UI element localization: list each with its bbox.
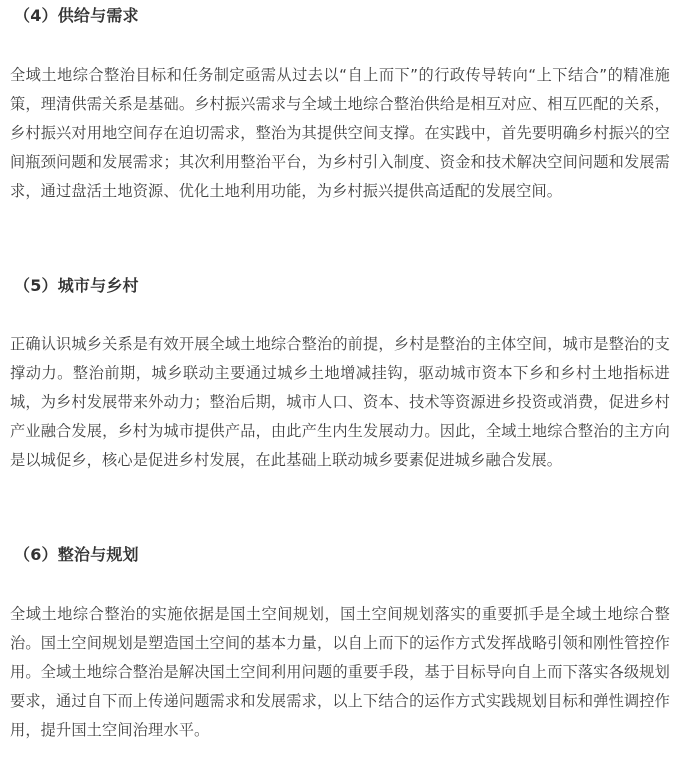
section-paragraph-city-village: 正确认识城乡关系是有效开展全域土地综合整治的前提，乡村是整治的主体空间，城市是整治的支撑动力。整治前期，城乡联动主要通过城乡土地增减挂钩，驱动城市资本下乡和乡村土地指标进城，为乡村发展带来外动力；整治后期，城市人口、资本、技术等资源进乡投资或消费，促进乡村产业融合发展，乡村为城市提供产品，由此产生内生发展动力。因此，全域土地综合整治的主方向是以城促乡，核心是促进乡村发展，在此基础上联动城乡要素促进城乡融合发展。 xyxy=(10,335,670,469)
section-paragraph-supply-demand: 全域土地综合整治目标和任务制定亟需从过去以“自上而下”的行政传导转向“上下结合”的精准施策，理清供需关系是基础。乡村振兴需求与全域土地综合整治供给是相互对应、相互匹配的关系，乡村振兴对用地空间存在迫切需求，整治为其提供空间支撑。在实践中，首先要明确乡村振兴的空间瓶颈问题和发展需求；其次利用整治平台，为乡村引入制度、资金和技术解决空间问题和发展需求，通过盘活土地资源、优化土地利用功能，为乡村振兴提供高适配的发展空间。 xyxy=(10,66,670,200)
section-paragraph-rectification-planning: 全域土地综合整治的实施依据是国土空间规划，国土空间规划落实的重要抓手是全域土地综合整治。国土空间规划是塑造国土空间的基本力量，以自上而下的运作方式发挥战略引领和刚性管控作用。全域土地综合整治是解决国土空间利用问题的重要手段，基于目标导向自上而下落实各级规划要求，通过自下而上传递问题需求和发展需求，以上下结合的运作方式实践规划目标和弹性调控作用，提升国土空间治理水平。 xyxy=(10,605,670,739)
section-heading-supply-demand: （4）供给与需求 xyxy=(14,6,139,25)
section-heading-rectification-planning: （6）整治与规划 xyxy=(14,545,139,564)
section-heading-city-village: （5）城市与乡村 xyxy=(14,276,139,295)
